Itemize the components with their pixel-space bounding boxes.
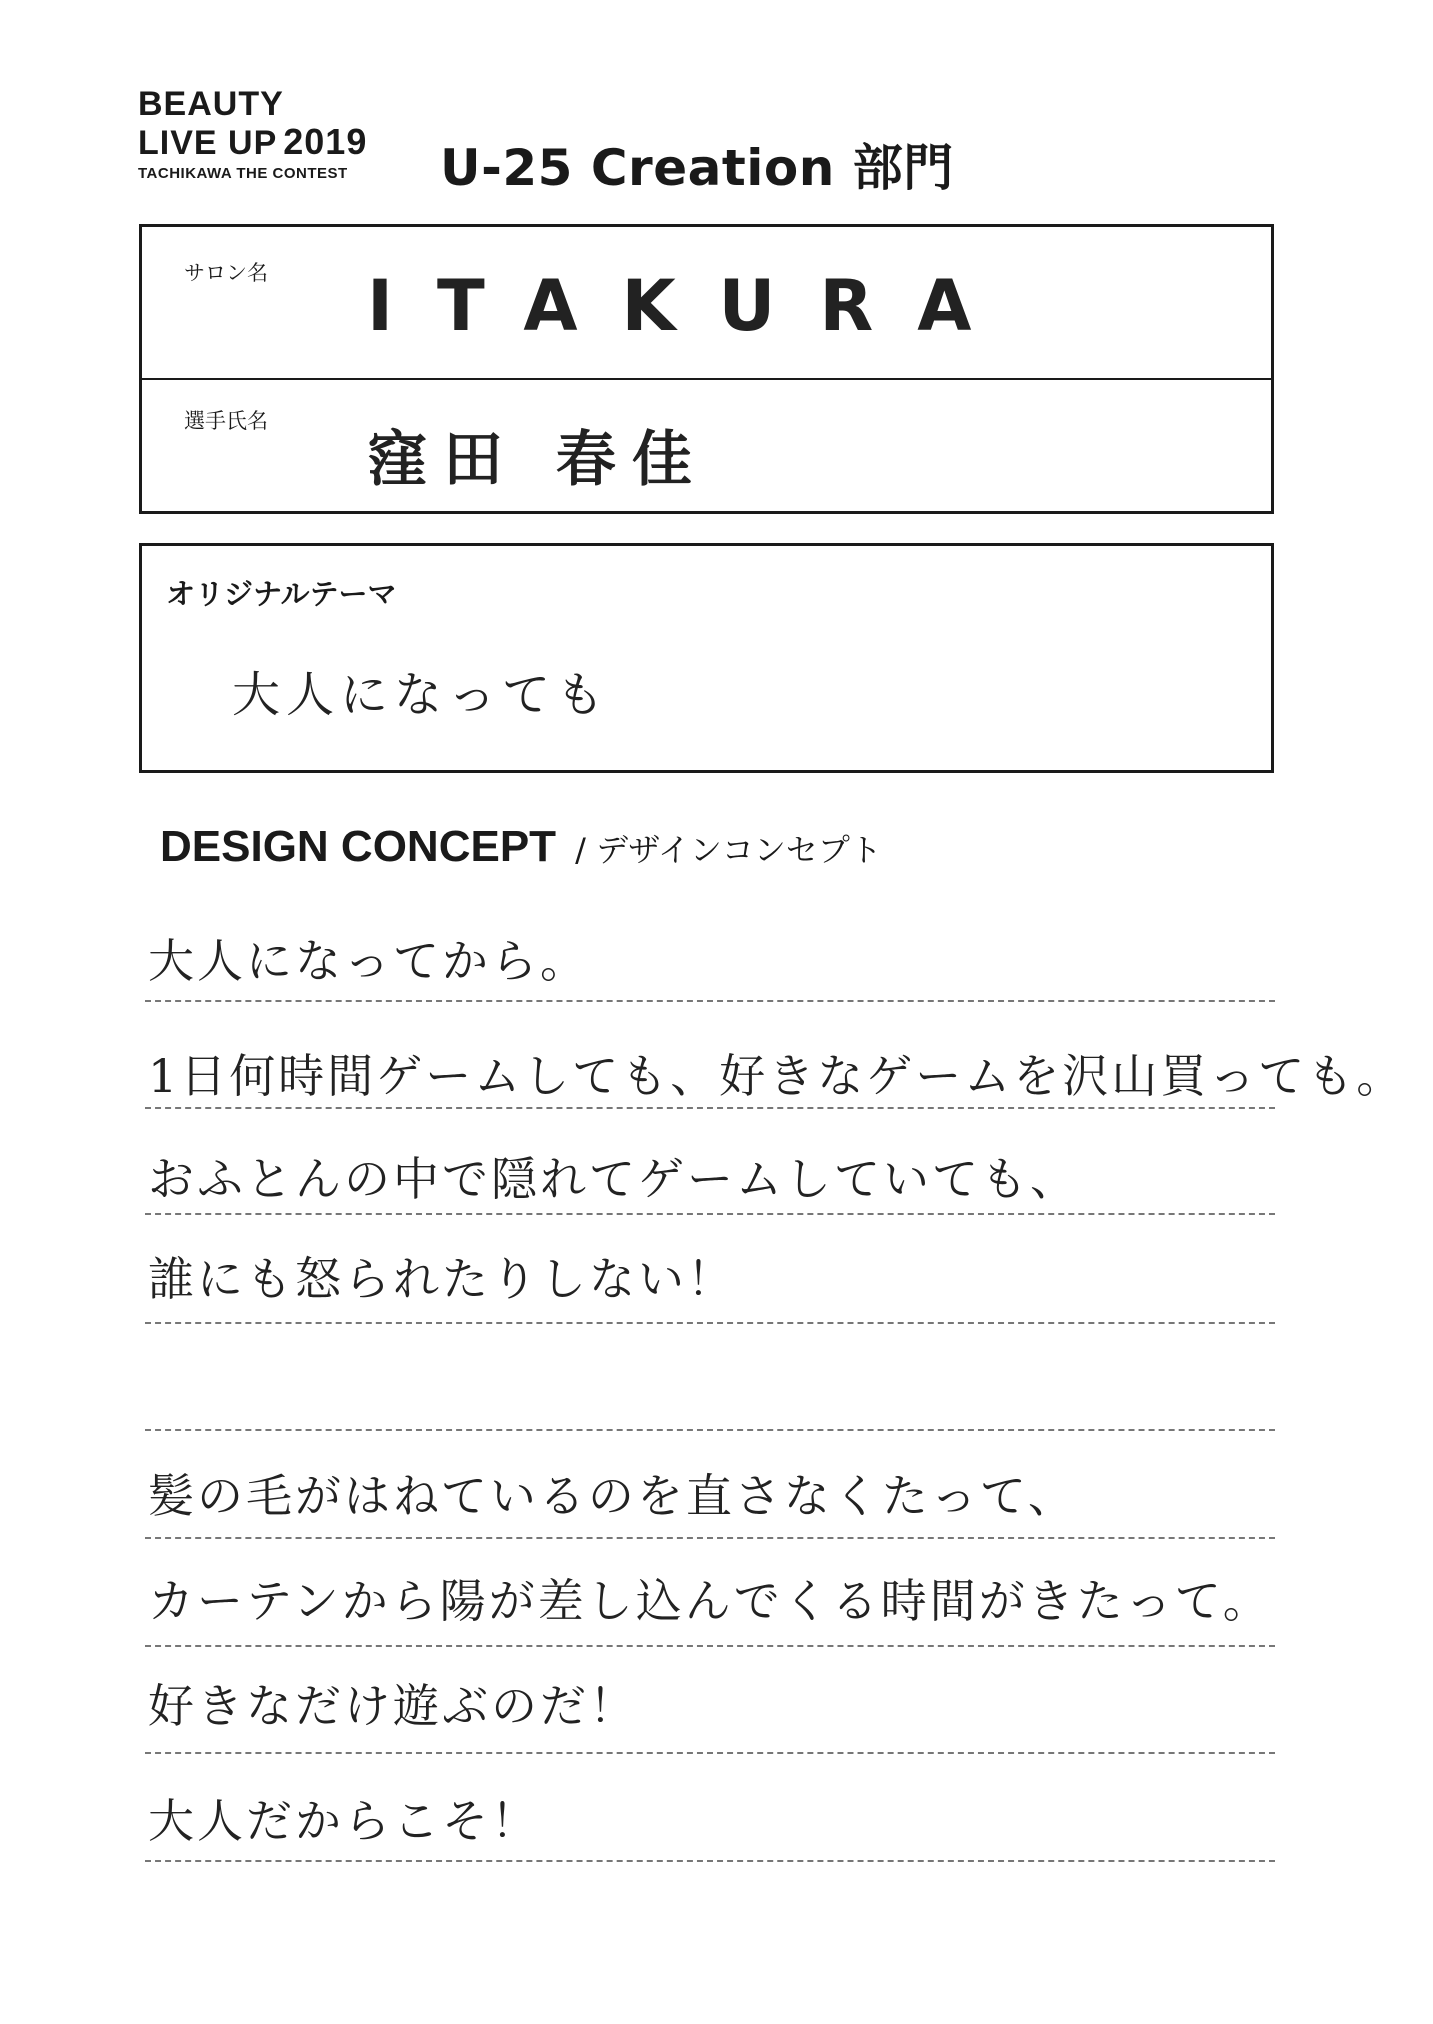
concept-line: おふとんの中で隠れてゲームしていても、 <box>148 1152 1079 1206</box>
logo-live-up-text: LIVE UP <box>138 124 278 162</box>
salon-value: ITAKURA <box>367 265 1016 347</box>
design-concept-title: DESIGN CONCEPT <box>160 822 557 871</box>
concept-line: 好きなだけ遊ぶのだ！ <box>148 1679 638 1733</box>
ruled-line <box>145 1860 1275 1862</box>
logo-subtitle: TACHIKAWA THE CONTEST <box>138 165 348 182</box>
logo-year: 2019 <box>283 121 368 162</box>
ruled-line <box>145 1537 1275 1539</box>
ruled-line <box>145 1429 1275 1431</box>
concept-line: 誰にも怒られたりしない！ <box>148 1252 736 1306</box>
design-concept-subtitle: / デザインコンセプト <box>575 831 882 869</box>
salon-label: サロン名 <box>184 261 268 285</box>
concept-line: カーテンから陽が差し込んでくる時間がきたって。 <box>148 1574 1272 1628</box>
theme-value: 大人になっても <box>232 667 611 723</box>
concept-line: 大人だからこそ！ <box>148 1794 540 1848</box>
name-value: 窪田 春佳 <box>367 425 708 495</box>
name-label: 選手氏名 <box>184 409 268 433</box>
ruled-line <box>145 1752 1275 1754</box>
contest-logo <box>138 86 367 183</box>
theme-box <box>139 543 1274 773</box>
concept-line: 大人になってから。 <box>148 934 589 988</box>
ruled-line <box>145 1213 1275 1215</box>
ruled-line <box>145 1000 1275 1002</box>
design-concept-heading <box>160 822 882 872</box>
logo-live-up <box>138 122 367 163</box>
entry-box <box>139 224 1274 514</box>
ruled-line <box>145 1322 1275 1324</box>
ruled-line <box>145 1107 1275 1109</box>
logo-beauty: BEAUTY <box>138 85 284 123</box>
theme-label: オリジナルテーマ <box>166 577 397 611</box>
concept-line: 1日何時間ゲームしても、好きなゲームを沢山買っても。 <box>148 1049 1406 1103</box>
ruled-line <box>145 1645 1275 1647</box>
entry-divider <box>142 378 1271 380</box>
concept-line: 髪の毛がはねているのを直さなくたって、 <box>148 1469 1077 1523</box>
division-title: U-25 Creation 部門 <box>440 139 954 197</box>
